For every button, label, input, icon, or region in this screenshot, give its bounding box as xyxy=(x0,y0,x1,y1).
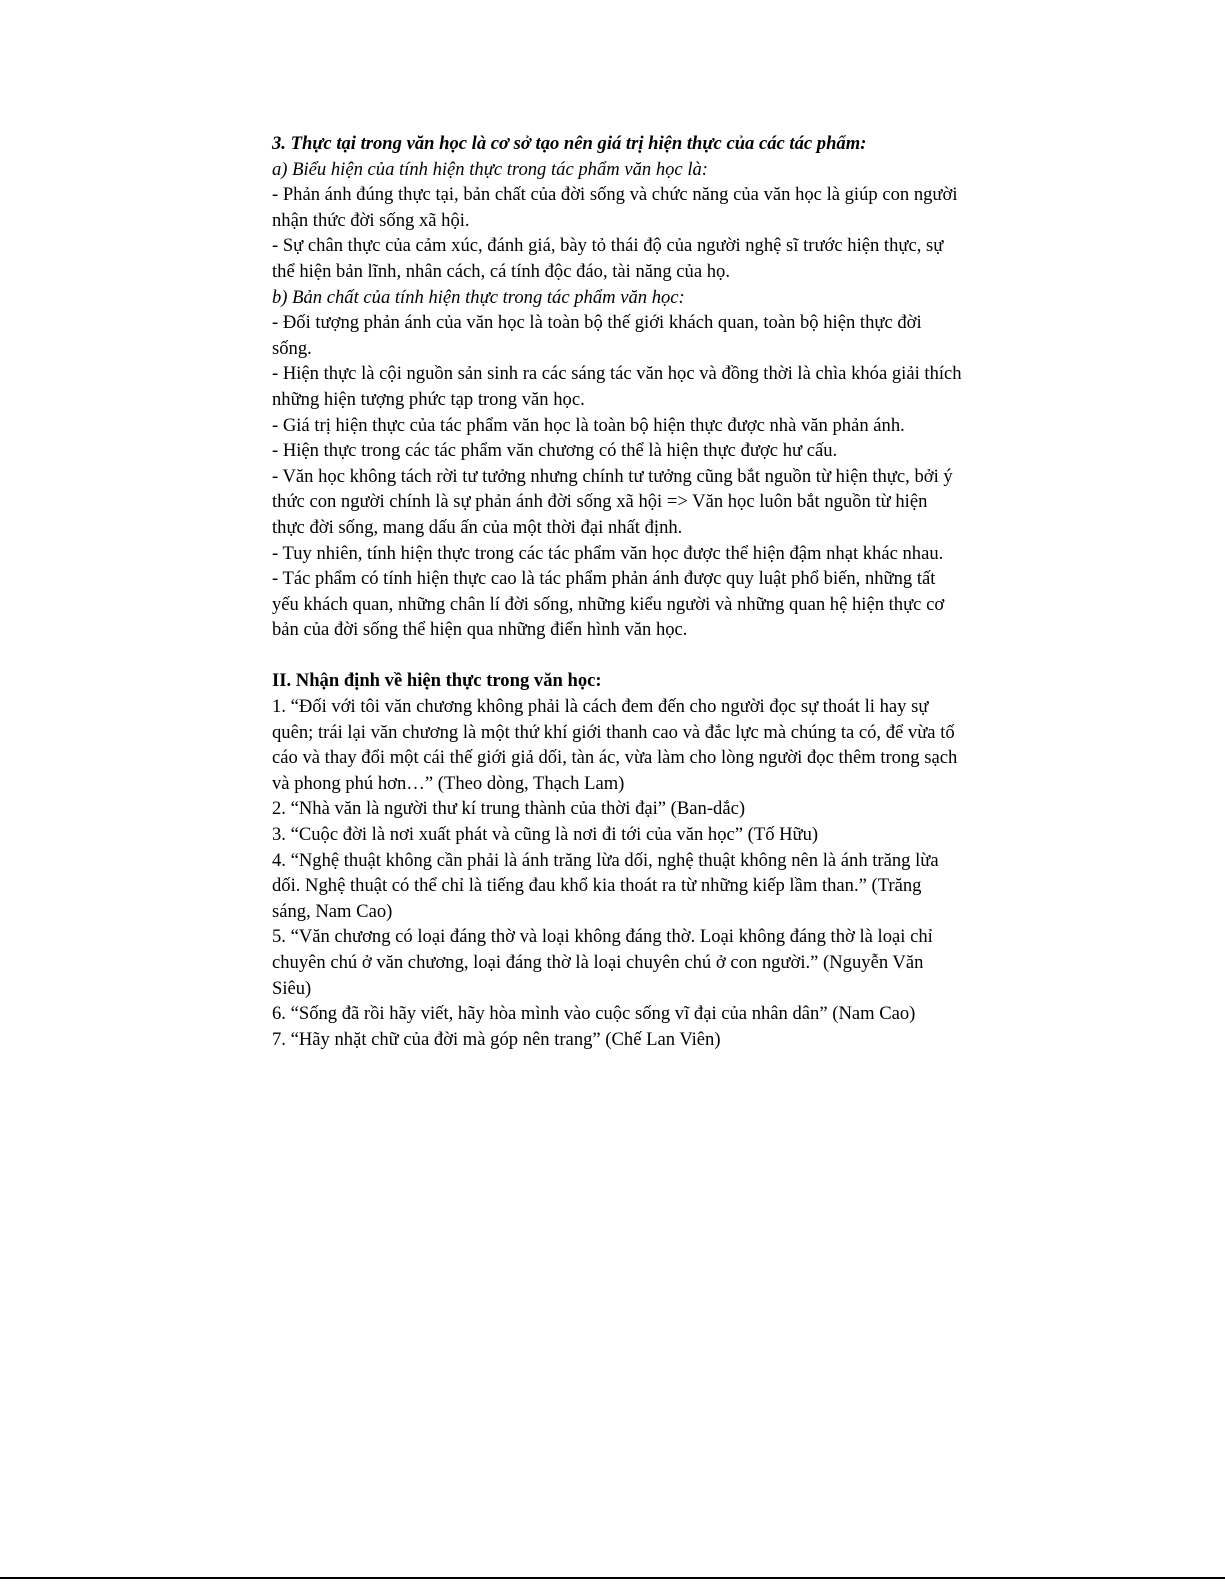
document-body xyxy=(272,131,962,1052)
quote-item: 5. “Văn chương có loại đáng thờ và loại không đáng thờ. Loại không đáng thờ là loại chỉ chuyên chú ở văn chương, loại đáng thờ là loại chuyên chú ở con người.” (Nguyễn Văn Siêu) xyxy=(272,926,933,999)
quote-item: 7. “Hãy nhặt chữ của đời mà góp nên trang” (Chế Lan Viên) xyxy=(272,1028,721,1050)
quote-item: 6. “Sống đã rồi hãy viết, hãy hòa mình vào cuộc sống vĩ đại của nhân dân” (Nam Cao) xyxy=(272,1003,916,1025)
subsection-b-heading: b) Bản chất của tính hiện thực trong tác phẩm văn học: xyxy=(272,286,685,308)
paragraph: - Tuy nhiên, tính hiện thực trong các tác phẩm văn học được thể hiện đậm nhạt khác nhau. xyxy=(272,542,944,564)
quote-item: 3. “Cuộc đời là nơi xuất phát và cũng là nơi đi tới của văn học” (Tố Hữu) xyxy=(272,824,819,846)
subsection-a-heading: a) Biểu hiện của tính hiện thực trong tác phẩm văn học là: xyxy=(272,158,708,180)
section-ii-heading: II. Nhận định về hiện thực trong văn học: xyxy=(272,670,602,692)
paragraph: - Phản ánh đúng thực tại, bản chất của đời sống và chức năng của văn học là giúp con người nhận thức đời sống xã hội. xyxy=(272,184,958,231)
section-3-heading: 3. Thực tại trong văn học là cơ sở tạo nên giá trị hiện thực của các tác phẩm: xyxy=(272,133,867,154)
paragraph: - Sự chân thực của cảm xúc, đánh giá, bày tỏ thái độ của người nghệ sĩ trước hiện thực, sự thể hiện bản lĩnh, nhân cách, cá tính độc đáo, tài năng của họ. xyxy=(272,235,944,282)
paragraph: - Đối tượng phản ánh của văn học là toàn bộ thế giới khách quan, toàn bộ hiện thực đời sống. xyxy=(272,312,922,359)
quote-item: 4. “Nghệ thuật không cần phải là ánh trăng lừa dối, nghệ thuật không nên là ánh trăng lừa dối. Nghệ thuật có thể chỉ là tiếng đau khổ kia thoát ra từ những kiếp lầm than.” (Trăng sáng, Nam Cao) xyxy=(272,849,939,922)
paragraph-gap xyxy=(272,643,962,669)
page-bottom-border xyxy=(0,1577,1225,1579)
quote-item: 2. “Nhà văn là người thư kí trung thành của thời đại” (Ban-dắc) xyxy=(272,798,746,820)
quote-item: 1. “Đối với tôi văn chương không phải là cách đem đến cho người đọc sự thoát li hay sự quên; trái lại văn chương là một thứ khí giới thanh cao và đắc lực mà chúng ta có, để vừa tố cáo và thay đổi một cái thế giới giả dối, tàn ác, vừa làm cho lòng người đọc thêm trong sạch và phong phú hơn…” (Theo dòng, Thạch Lam) xyxy=(272,696,958,794)
paragraph: - Hiện thực trong các tác phẩm văn chương có thể là hiện thực được hư cấu. xyxy=(272,440,838,462)
paragraph: - Hiện thực là cội nguồn sản sinh ra các sáng tác văn học và đồng thời là chìa khóa giải thích những hiện tượng phức tạp trong văn học. xyxy=(272,363,962,410)
paragraph: - Văn học không tách rời tư tưởng nhưng chính tư tưởng cũng bắt nguồn từ hiện thực, bởi ý thức con người chính là sự phản ánh đời sống xã hội => Văn học luôn bắt nguồn từ hiện thực đời sống, mang dấu ấn của một thời đại nhất định. xyxy=(272,465,953,538)
paragraph: - Tác phẩm có tính hiện thực cao là tác phẩm phản ánh được quy luật phổ biến, những tất yếu khách quan, những chân lí đời sống, những kiểu người và những quan hệ hiện thực cơ bản của đời sống thể hiện qua những điển hình văn học. xyxy=(272,568,945,641)
paragraph: - Giá trị hiện thực của tác phẩm văn học là toàn bộ hiện thực được nhà văn phản ánh. xyxy=(272,414,905,436)
